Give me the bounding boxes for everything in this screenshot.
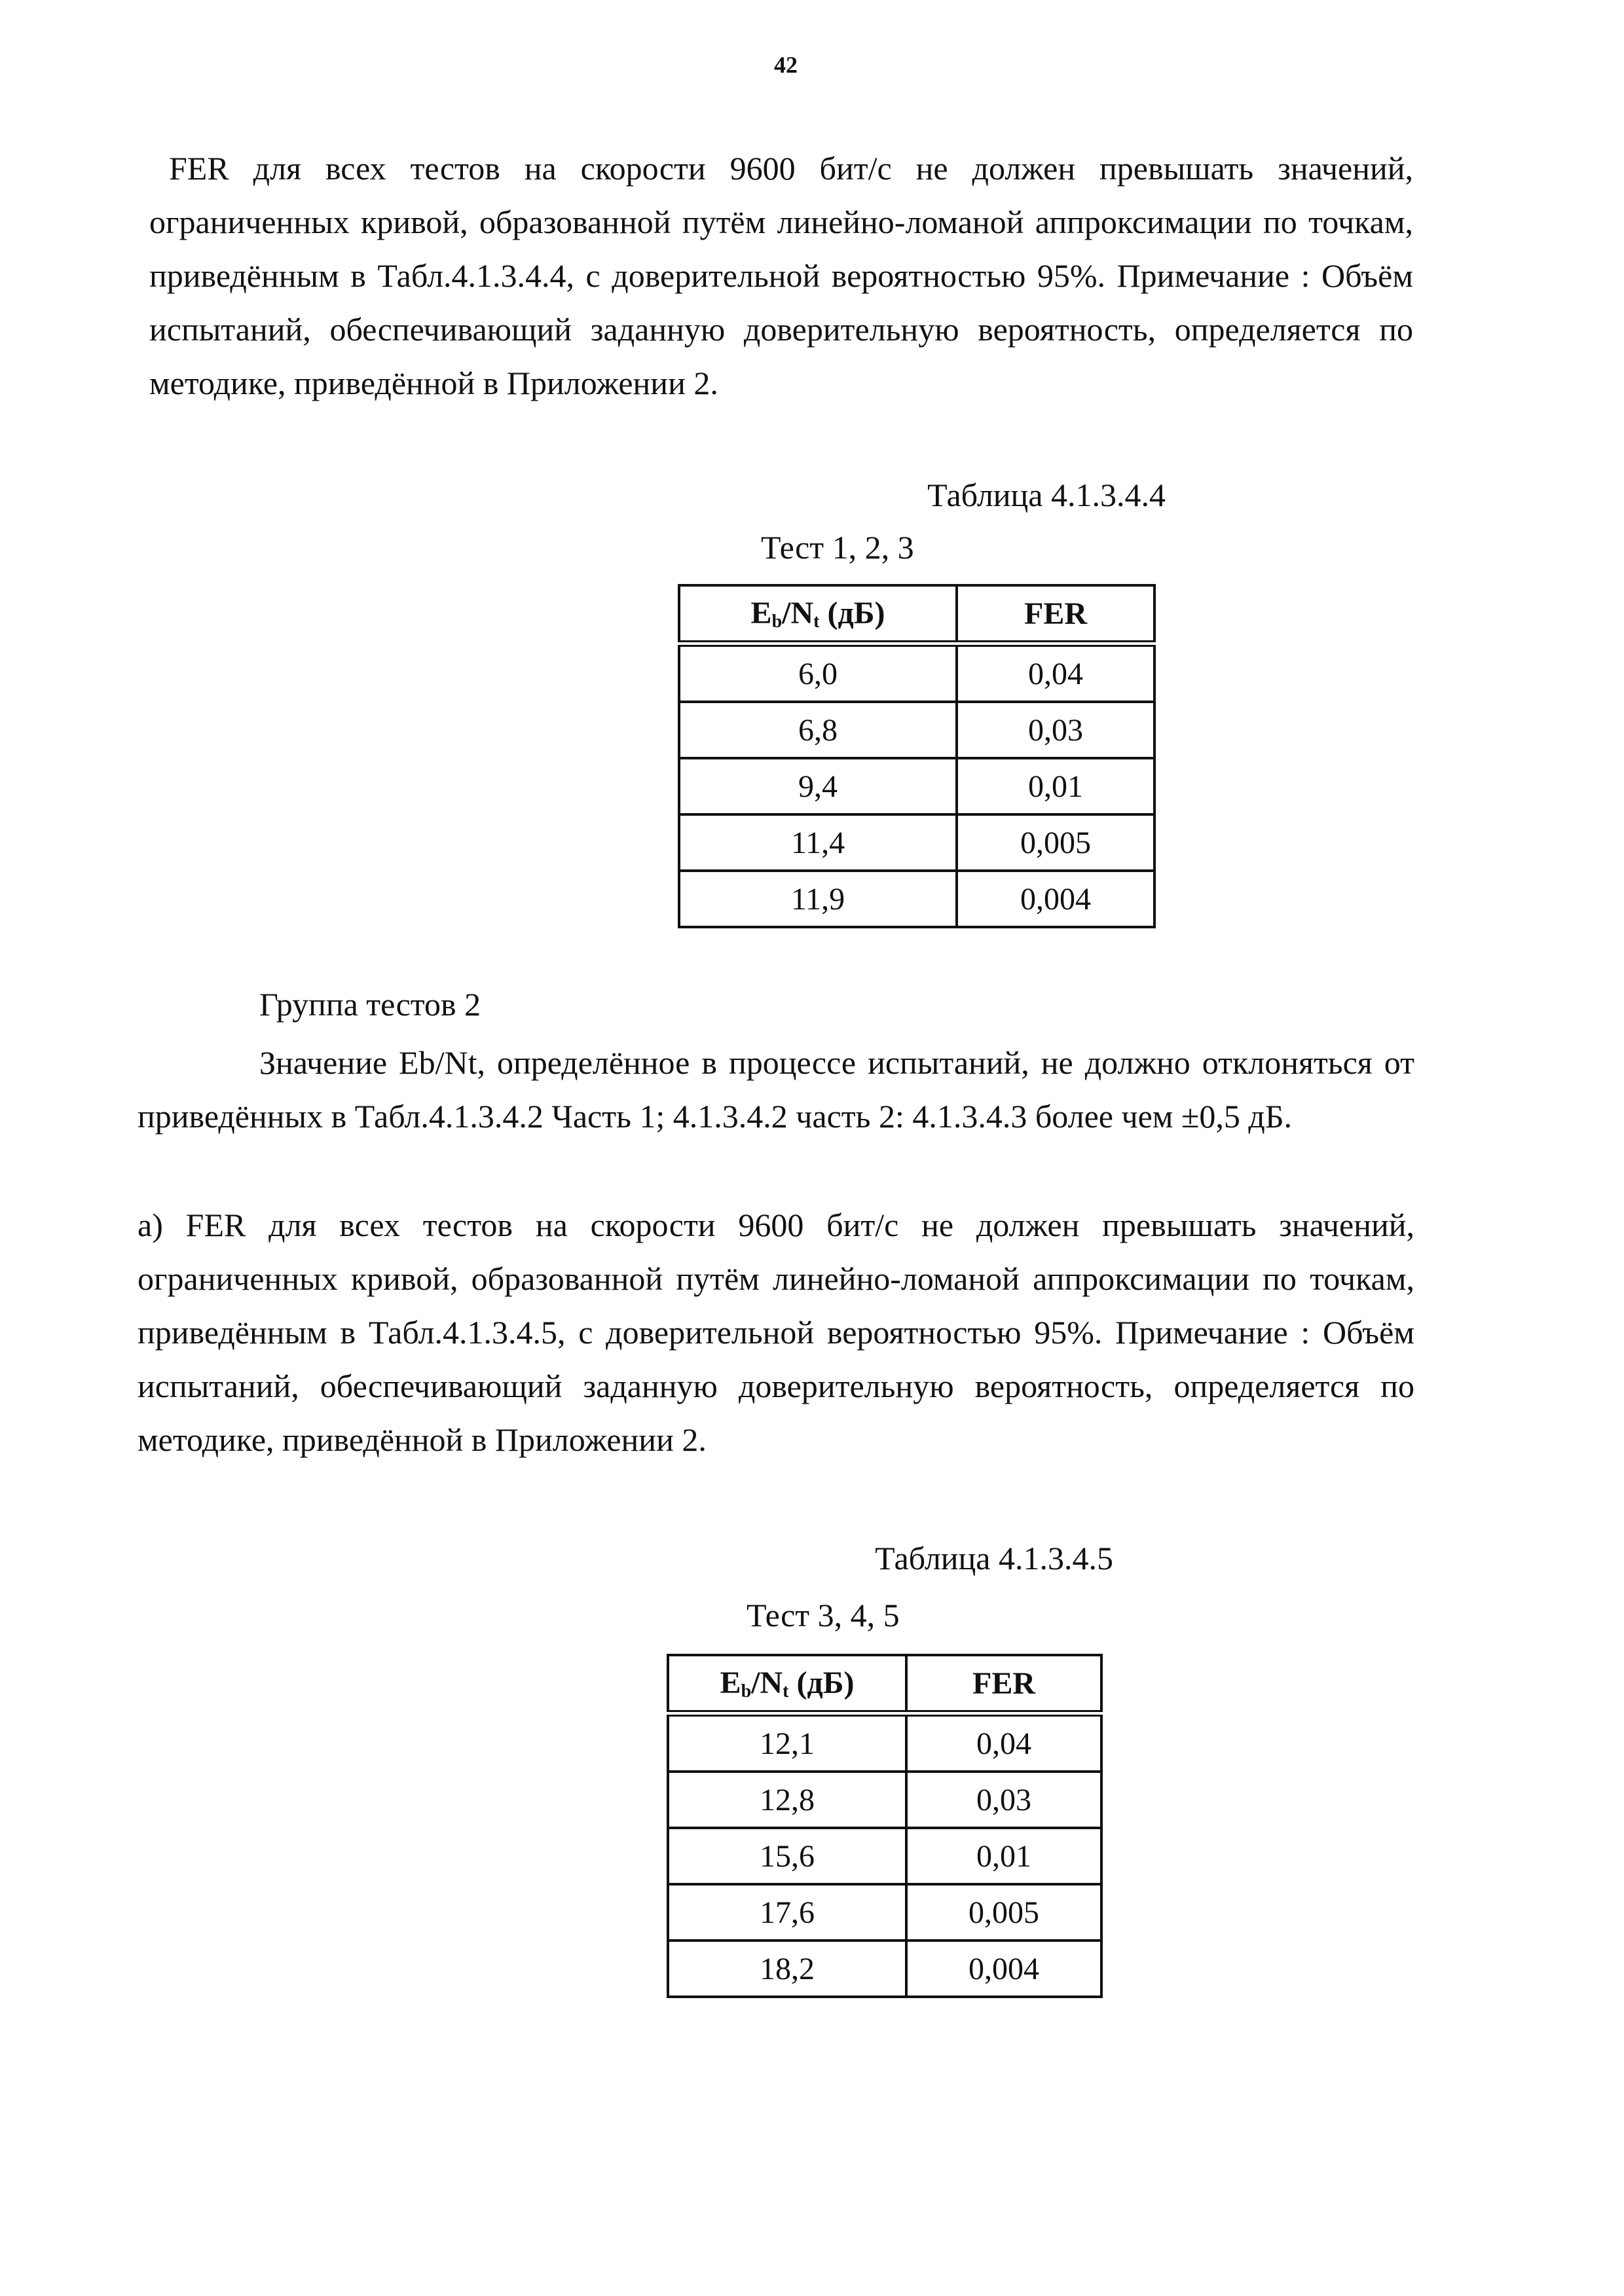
table1-cell-fer: 0,005 bbox=[957, 814, 1154, 871]
table2 bbox=[667, 1654, 1103, 1998]
table2-caption: Таблица 4.1.3.4.5 bbox=[875, 1540, 1113, 1576]
table-row bbox=[668, 1713, 1101, 1772]
page-number: 42 bbox=[774, 52, 798, 78]
table-row bbox=[668, 1884, 1101, 1941]
table1-cell-ebnt: 11,4 bbox=[679, 814, 957, 871]
table2-cell-ebnt: 12,8 bbox=[668, 1772, 906, 1828]
table2-header-row bbox=[668, 1655, 1101, 1713]
table2-cell-ebnt: 12,1 bbox=[668, 1713, 906, 1772]
table1-cell-fer: 0,04 bbox=[957, 644, 1154, 702]
table-row bbox=[679, 644, 1154, 702]
table-row bbox=[679, 702, 1154, 758]
table2-cell-ebnt: 17,6 bbox=[668, 1884, 906, 1941]
group2-paragraph-a: Значение Eb/Nt, определённое в процессе испытаний, не должно отклоняться от приведённых в Табл.4.1.3.4.2 Часть 1; 4.1.3.4.2 часть 2: 4.1.3.4.3 более чем ±0,5 дБ. bbox=[138, 1044, 1414, 1135]
table1-header-fer: FER bbox=[957, 585, 1154, 644]
table2-header-ebnt: $E_b/N_t$ (дБ) bbox=[668, 1655, 906, 1713]
table1-cell-fer: 0,03 bbox=[957, 702, 1154, 758]
table1-cell-fer: 0,004 bbox=[957, 871, 1154, 927]
table1-tests-label: Тест 1, 2, 3 bbox=[761, 529, 914, 566]
group2-paragraph-b: а) FER для всех тестов на скорости 9600 бит/с не должен превышать значений, ограниченных кривой, образованной путём линейно-ломаной аппроксимации по точкам, приведённым в Табл.4.1.3.4.5, с доверительной вероятностью 95%. Примечание : Объём испытаний, обеспечивающий заданную доверительную вероятность, определяется по методике, приведённой в Приложении 2. bbox=[138, 1207, 1414, 1458]
table-row bbox=[679, 814, 1154, 871]
table2-header-fer: FER bbox=[906, 1655, 1101, 1713]
table-row bbox=[679, 758, 1154, 814]
table-row bbox=[668, 1941, 1101, 1997]
table1-header-ebnt: $E_b/N_t$ (дБ) bbox=[679, 585, 957, 644]
table1-header-row bbox=[679, 585, 1154, 644]
table1-cell-ebnt: 6,8 bbox=[679, 702, 957, 758]
table2-tests-label: Тест 3, 4, 5 bbox=[747, 1597, 900, 1633]
table1 bbox=[678, 584, 1156, 928]
table2-cell-fer: 0,01 bbox=[906, 1828, 1101, 1884]
table1-caption: Таблица 4.1.3.4.4 bbox=[927, 477, 1166, 513]
table1-cell-ebnt: 9,4 bbox=[679, 758, 957, 814]
table2-cell-fer: 0,005 bbox=[906, 1884, 1101, 1941]
table2-cell-fer: 0,03 bbox=[906, 1772, 1101, 1828]
group2-title: Группа тестов 2 bbox=[259, 986, 481, 1023]
table2-cell-fer: 0,04 bbox=[906, 1713, 1101, 1772]
table2-cell-ebnt: 15,6 bbox=[668, 1828, 906, 1884]
table1-cell-ebnt: 11,9 bbox=[679, 871, 957, 927]
table1-cell-ebnt: 6,0 bbox=[679, 644, 957, 702]
table-row bbox=[679, 871, 1154, 927]
table-row bbox=[668, 1828, 1101, 1884]
table1-cell-fer: 0,01 bbox=[957, 758, 1154, 814]
table-row bbox=[668, 1772, 1101, 1828]
table2-cell-ebnt: 18,2 bbox=[668, 1941, 906, 1997]
section1-paragraph: FER для всех тестов на скорости 9600 бит/с не должен превышать значений, ограниченных кривой, образованной путём линейно-ломаной аппроксимации по точкам, приведённым в Табл.4.1.3.4.4, с доверительной вероятностью 95%. Примечание : Объём испытаний, обеспечивающий заданную доверительную вероятность, определяется по методике, приведённой в Приложении 2. bbox=[149, 150, 1413, 401]
table2-cell-fer: 0,004 bbox=[906, 1941, 1101, 1997]
